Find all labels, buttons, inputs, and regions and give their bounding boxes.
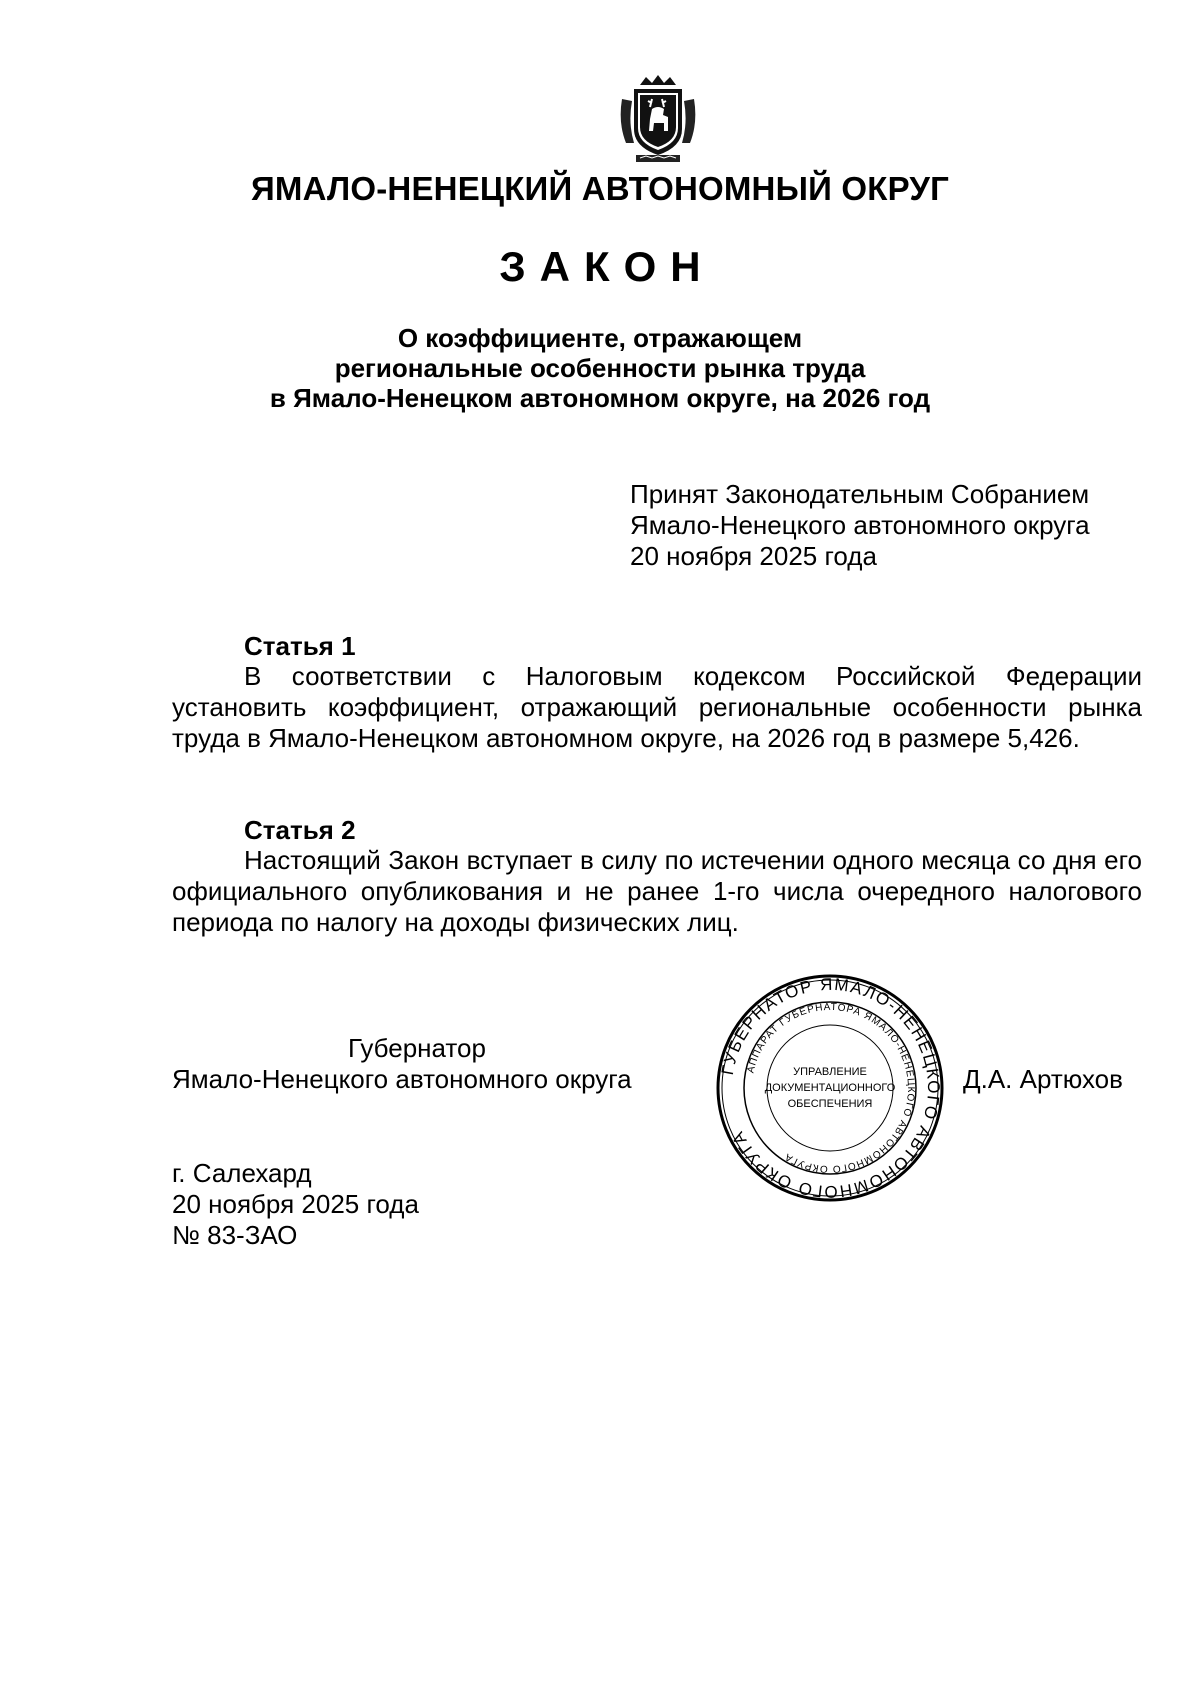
adoption-line: Ямало-Ненецкого автономного округа bbox=[630, 510, 1090, 540]
official-seal bbox=[715, 973, 945, 1203]
subject-line: в Ямало-Ненецком автономном округе, на 2026 год bbox=[269, 383, 931, 413]
document-type: ЗАКОН bbox=[499, 243, 715, 290]
article-2-heading: Статья 2 bbox=[244, 815, 356, 845]
seal-center-line: ОБЕСПЕЧЕНИЯ bbox=[787, 1098, 873, 1110]
governor-region: Ямало-Ненецкого автономного округа bbox=[172, 1064, 632, 1094]
coat-of-arms-icon bbox=[616, 73, 700, 165]
seal-center-line: УПРАВЛЕНИЕ bbox=[793, 1066, 867, 1078]
adoption-date: 20 ноября 2025 года bbox=[630, 541, 877, 571]
law-number: № 83-ЗАО bbox=[172, 1220, 298, 1250]
seal-outer-text: ГУБЕРНАТОР ЯМАЛО-НЕНЕЦКОГО АВТОНОМНОГО ОКРУГА bbox=[717, 974, 944, 1202]
adoption-block bbox=[630, 479, 1090, 572]
city: г. Салехард bbox=[172, 1158, 312, 1188]
law-subject bbox=[0, 323, 1200, 413]
signing-date: 20 ноября 2025 года bbox=[172, 1189, 419, 1219]
governor-title: Губернатор bbox=[348, 1033, 486, 1063]
place-and-number bbox=[172, 1158, 419, 1251]
seal-inner-text: АППАРАТ ГУБЕРНАТОРА ЯМАЛО-НЕНЕЦКОГО АВТОНОМНОГО ОКРУГА bbox=[745, 1001, 917, 1175]
governor-name: Д.А. Артюхов bbox=[963, 1064, 1123, 1094]
article-2-text: Настоящий Закон вступает в силу по истечении одного месяца со дня его официального опубликования и не ранее 1-го числа очередного налогового периода по налогу на доходы физических лиц. bbox=[172, 845, 1142, 937]
subject-line: О коэффициенте, отражающем bbox=[397, 323, 803, 353]
subject-line: региональные особенности рынка труда bbox=[334, 353, 866, 383]
region-title: ЯМАЛО-НЕНЕЦКИЙ АВТОНОМНЫЙ ОКРУГ bbox=[250, 170, 950, 207]
article-1-text: В соответствии с Налоговым кодексом Российской Федерации установить коэффициент, отражающий региональные особенности рынка труда в Ямало-Ненецком автономном округе, на 2026 год в размере 5,426. bbox=[172, 661, 1142, 753]
article-1-heading: Статья 1 bbox=[244, 631, 356, 661]
adoption-line: Принят Законодательным Собранием bbox=[630, 479, 1090, 509]
seal-center-line: ДОКУМЕНТАЦИОННОГО bbox=[764, 1082, 896, 1094]
